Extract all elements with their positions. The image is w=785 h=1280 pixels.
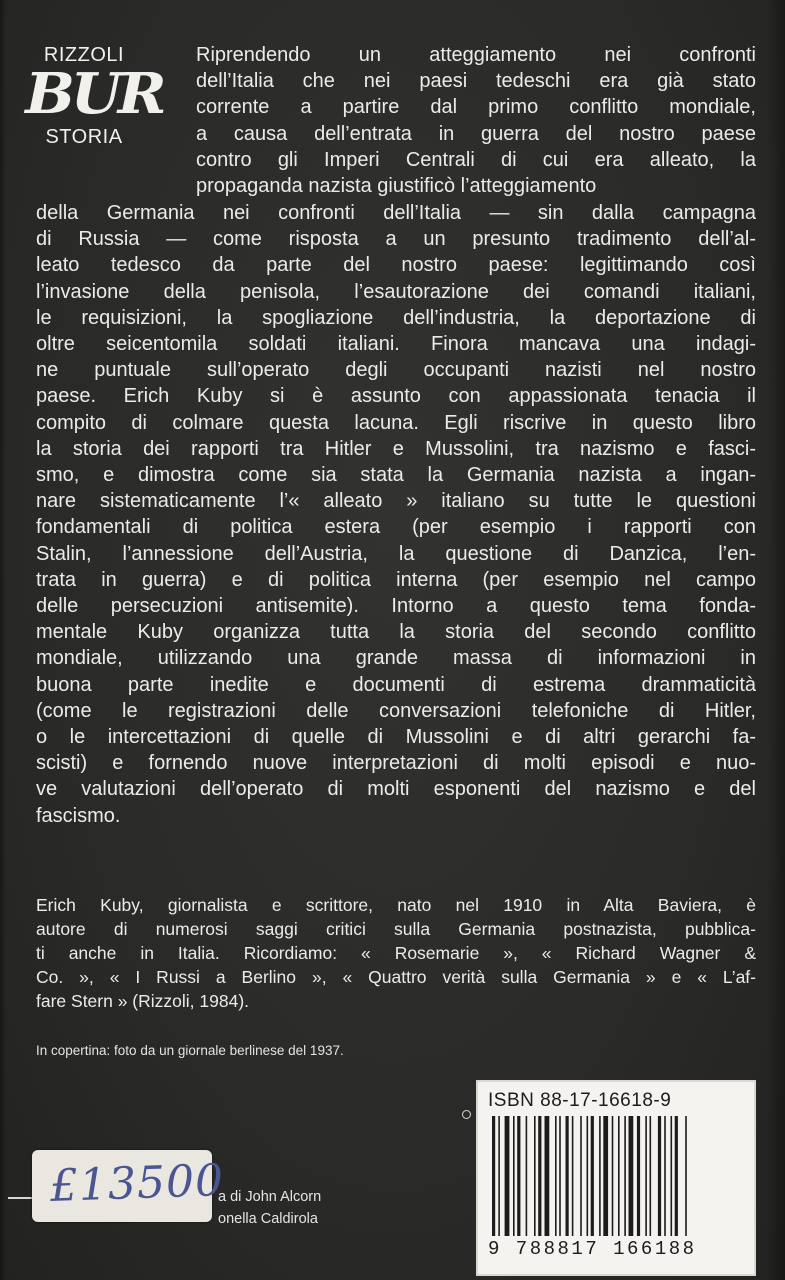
isbn-digits: 9 788817 166188: [488, 1238, 697, 1260]
blurb-line: mentale Kuby organizza tutta la storia del secondo conflitto: [36, 621, 756, 644]
blurb-line: oltre seicentomila soldati italiani. Finora mancava una indagi-: [36, 333, 756, 356]
blurb-line: (come le registrazioni delle conversazioni telefoniche di Hitler,: [36, 699, 756, 722]
blurb-line: Riprendendo un atteggiamento nei confronti: [196, 44, 756, 66]
design-credits: [218, 1186, 321, 1230]
barcode-bar: [580, 1116, 582, 1236]
price-sticker: [32, 1150, 225, 1222]
barcode-bar: [513, 1116, 515, 1236]
blurb-main-paragraph: [36, 200, 756, 829]
barcode-bar: [526, 1116, 528, 1236]
blurb-line: o le intercettazioni di quelle di Mussolini e di altri gerarchi fa-: [36, 726, 756, 749]
blurb-line: fondamentali di politica estera (per esempio i rapporti con: [36, 516, 756, 539]
author-line: fare Stern » (Rizzoli, 1984).: [36, 991, 250, 1011]
author-line: Co. », « I Russi a Berlino », « Quattro verità sulla Germania » e « L’af-: [36, 967, 756, 987]
barcode-bar: [612, 1116, 614, 1236]
author-bio-paragraph: [36, 893, 756, 1013]
cover-right-shadow: [767, 0, 785, 1280]
barcode-bar: [618, 1116, 620, 1236]
blurb-line: delle persecuzioni antisemite). Intorno a questo tema fonda-: [36, 595, 756, 618]
logo-publisher: RIZZOLI: [43, 44, 125, 66]
barcode-bar: [629, 1116, 634, 1236]
barcode-icon: [488, 1116, 744, 1236]
barcode-bar: [566, 1116, 569, 1236]
isbn-barcode-box: [476, 1080, 756, 1276]
blurb-top-paragraph: [196, 42, 756, 199]
blurb-line: buona parte inedite e documenti di estrema drammaticità: [36, 673, 756, 696]
barcode-bar: [650, 1116, 652, 1236]
blurb-line: trata in guerra) e di politica interna (per esempio nel campo: [36, 568, 756, 591]
blurb-line: ne puntuale sull’operato degli occupanti nazisti nel nostro: [36, 359, 756, 382]
blurb-line: corrente a partire dal primo conflitto mondiale,: [196, 96, 756, 119]
barcode-bar: [505, 1116, 510, 1236]
author-line: autore di numerosi saggi critici sulla Germania postnazista, pubblica-: [36, 919, 756, 939]
barcode-bar: [671, 1116, 673, 1236]
barcode-bar: [498, 1116, 500, 1236]
blurb-line: ve valutazioni dell’operato di molti esponenti del nazismo e del: [36, 778, 756, 801]
barcode-bar: [645, 1116, 647, 1236]
blurb-line: smo, e dimostra come sia stata la Germania nazista a ingan-: [36, 464, 756, 487]
barcode-bar: [517, 1116, 520, 1236]
barcode-bar: [545, 1116, 550, 1236]
blurb-line: l’invasione della penisola, l’esautorazione dei comandi italiani,: [36, 280, 756, 303]
logo-bur-mark: BUR: [25, 61, 163, 127]
blurb-line: scisti) e fornendo nuove interpretazioni di molti episodi e nuo-: [36, 752, 756, 775]
barcode-bar: [538, 1116, 541, 1236]
blurb-line: Stalin, l’annessione dell’Austria, la questione di Danzica, l’en-: [36, 542, 756, 565]
barcode-bar: [555, 1116, 557, 1236]
barcode-bar: [534, 1116, 536, 1236]
author-line: ti anche in Italia. Ricordiamo: « Rosemarie », « Richard Wagner &: [36, 943, 756, 963]
barcode-bar: [637, 1116, 640, 1236]
bullet-circle-icon: [462, 1110, 471, 1119]
blurb-line: di Russia — come risposta a un presunto tradimento dell’al-: [36, 228, 756, 251]
blurb-line: nare sistematicamente l’« alleato » italiano su tutte le questioni: [36, 490, 756, 513]
cover-photo-credit: In copertina: foto da un giornale berlinese del 1937.: [36, 1043, 344, 1058]
publisher-logo: [25, 44, 163, 148]
blurb-line: contro gli Imperi Centrali di cui era alleato, la: [196, 148, 756, 171]
credit-leader-line: [8, 1197, 32, 1199]
blurb-line: leato tedesco da parte del nostro paese: legittimando così: [36, 254, 756, 277]
barcode-bar: [572, 1116, 574, 1236]
price-sticker-text: £13500: [49, 1154, 225, 1213]
blurb-line: mondiale, utilizzando una grande massa di informazioni in: [36, 647, 756, 670]
author-line: Erich Kuby, giornalista e scrittore, nato nel 1910 in Alta Baviera, è: [36, 895, 756, 915]
barcode-bar: [492, 1116, 495, 1236]
barcode-bar: [624, 1116, 626, 1236]
logo-series: STORIA: [45, 126, 123, 148]
isbn-label: ISBN 88-17-16618-9: [488, 1090, 672, 1111]
cover-left-edge: [0, 0, 6, 1280]
blurb-line: dell’Italia che nei paesi tedeschi era già stato: [196, 70, 756, 93]
barcode-bar: [587, 1116, 589, 1236]
blurb-line: fascismo.: [36, 804, 121, 827]
credit-line: a di John Alcorn: [218, 1189, 322, 1205]
blurb-line: compito di colmare questa lacuna. Egli riscrive in questo libro: [36, 411, 756, 434]
blurb-line: paese. Erich Kuby si è assunto con appassionata tenacia il: [36, 385, 756, 408]
barcode-bar: [603, 1116, 608, 1236]
credit-line: onella Caldirola: [218, 1211, 318, 1227]
blurb-line: della Germania nei confronti dell’Italia — sin dalla campagna: [36, 202, 756, 224]
blurb-line: a causa dell’entrata in guerra del nostro paese: [196, 122, 756, 145]
blurb-line: le requisizioni, la spogliazione dell’industria, la deportazione di: [36, 306, 756, 329]
barcode-bar: [658, 1116, 661, 1236]
blurb-line: la storia dei rapporti tra Hitler e Mussolini, tra nazismo e fasci-: [36, 437, 756, 460]
barcode-bar: [664, 1116, 666, 1236]
barcode-bar: [675, 1116, 678, 1236]
barcode-bar: [599, 1116, 601, 1236]
blurb-line: propaganda nazista giustificò l’atteggiamento: [196, 175, 597, 198]
barcode-bar: [591, 1116, 594, 1236]
barcode-bar: [559, 1116, 561, 1236]
barcode-bar: [685, 1116, 687, 1236]
